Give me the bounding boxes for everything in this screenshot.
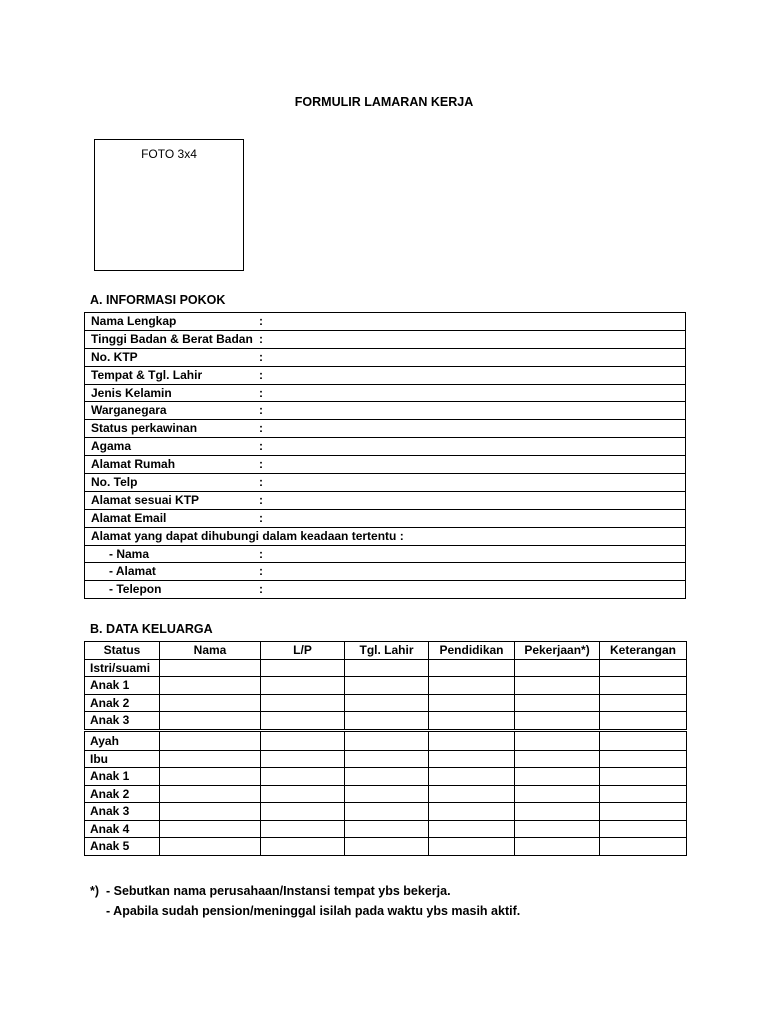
row-status: Anak 1 (85, 677, 160, 695)
contact-heading-row (85, 527, 686, 545)
colon: : (259, 313, 263, 328)
colon: : (259, 385, 263, 400)
footnote-text-1: - Sebutkan nama perusahaan/Instansi tempat ybs bekerja. (105, 884, 451, 898)
info-row (85, 456, 686, 474)
info-label: Tempat & Tgl. Lahir (91, 367, 203, 382)
section-a-heading: A. INFORMASI POKOK (90, 293, 226, 307)
table-row (85, 730, 687, 750)
column-header-status: Status (85, 642, 160, 660)
photo-label: FOTO 3x4 (141, 147, 197, 161)
colon: : (259, 582, 263, 597)
row-status: Anak 3 (85, 803, 160, 821)
colon: : (259, 492, 263, 507)
row-status: Ibu (85, 750, 160, 768)
table-row (85, 838, 687, 856)
colon: : (259, 564, 263, 579)
info-label: No. Telp (91, 474, 138, 489)
colon: : (259, 457, 263, 472)
column-header-keterangan: Keterangan (600, 642, 687, 660)
colon: : (259, 439, 263, 454)
colon: : (259, 349, 263, 364)
info-label: Nama Lengkap (91, 313, 177, 328)
table-row (85, 712, 687, 731)
info-row (85, 474, 686, 492)
info-row (85, 366, 686, 384)
contact-label: - Telepon (109, 582, 162, 597)
table-row (85, 820, 687, 838)
colon: : (259, 546, 263, 561)
contact-row (85, 545, 686, 563)
info-label: No. KTP (91, 349, 138, 364)
contact-label: - Nama (109, 546, 150, 561)
row-status: Anak 3 (85, 712, 160, 731)
row-status: Anak 4 (85, 820, 160, 838)
table-row (85, 694, 687, 712)
table-row (85, 803, 687, 821)
colon: : (259, 403, 263, 418)
colon: : (259, 331, 263, 346)
info-row (85, 491, 686, 509)
table-row (85, 677, 687, 695)
info-row (85, 438, 686, 456)
info-row (85, 402, 686, 420)
column-header-tgl-lahir: Tgl. Lahir (345, 642, 429, 660)
table-row (85, 785, 687, 803)
info-row (85, 348, 686, 366)
personal-info-table (84, 312, 686, 599)
page-title: FORMULIR LAMARAN KERJA (294, 95, 474, 109)
colon: : (259, 367, 263, 382)
row-status: Anak 5 (85, 838, 160, 856)
contact-heading: Alamat yang dapat dihubungi dalam keadaan tertentu : (91, 528, 404, 543)
family-data-table (84, 641, 687, 856)
footnote-text-2: - Apabila sudah pension/meninggal isilah pada waktu ybs masih aktif. (106, 904, 521, 918)
info-label: Alamat Email (91, 510, 167, 525)
column-header-lp: L/P (261, 642, 345, 660)
colon: : (259, 421, 263, 436)
footnote-line-2 (106, 904, 520, 918)
table-row (85, 750, 687, 768)
info-label: Agama (91, 439, 132, 454)
info-label: Tinggi Badan & Berat Badan (91, 331, 253, 346)
info-label: Jenis Kelamin (91, 385, 172, 400)
row-status: Anak 1 (85, 768, 160, 786)
footnote-line-1 (90, 884, 451, 898)
info-row (85, 509, 686, 527)
column-header-nama: Nama (160, 642, 261, 660)
table-header-row (85, 642, 687, 660)
footnote-marker: *) (90, 884, 100, 898)
colon: : (259, 474, 263, 489)
contact-label: - Alamat (109, 564, 156, 579)
row-status: Anak 2 (85, 785, 160, 803)
section-b-heading: B. DATA KELUARGA (90, 622, 213, 636)
contact-row (85, 563, 686, 581)
info-label: Alamat sesuai KTP (91, 492, 200, 507)
photo-box (94, 139, 244, 271)
info-label: Alamat Rumah (91, 457, 176, 472)
row-status: Anak 2 (85, 694, 160, 712)
info-row (85, 384, 686, 402)
colon: : (259, 510, 263, 525)
row-status: Ayah (85, 730, 160, 750)
column-header-pekerjaan: Pekerjaan*) (515, 642, 600, 660)
info-label: Status perkawinan (91, 421, 198, 436)
column-header-pendidikan: Pendidikan (429, 642, 515, 660)
table-row (85, 768, 687, 786)
row-status: Istri/suami (85, 659, 160, 677)
info-row (85, 330, 686, 348)
table-row (85, 659, 687, 677)
info-row (85, 420, 686, 438)
contact-row (85, 581, 686, 599)
info-row (85, 313, 686, 331)
info-label: Warganegara (91, 403, 167, 418)
